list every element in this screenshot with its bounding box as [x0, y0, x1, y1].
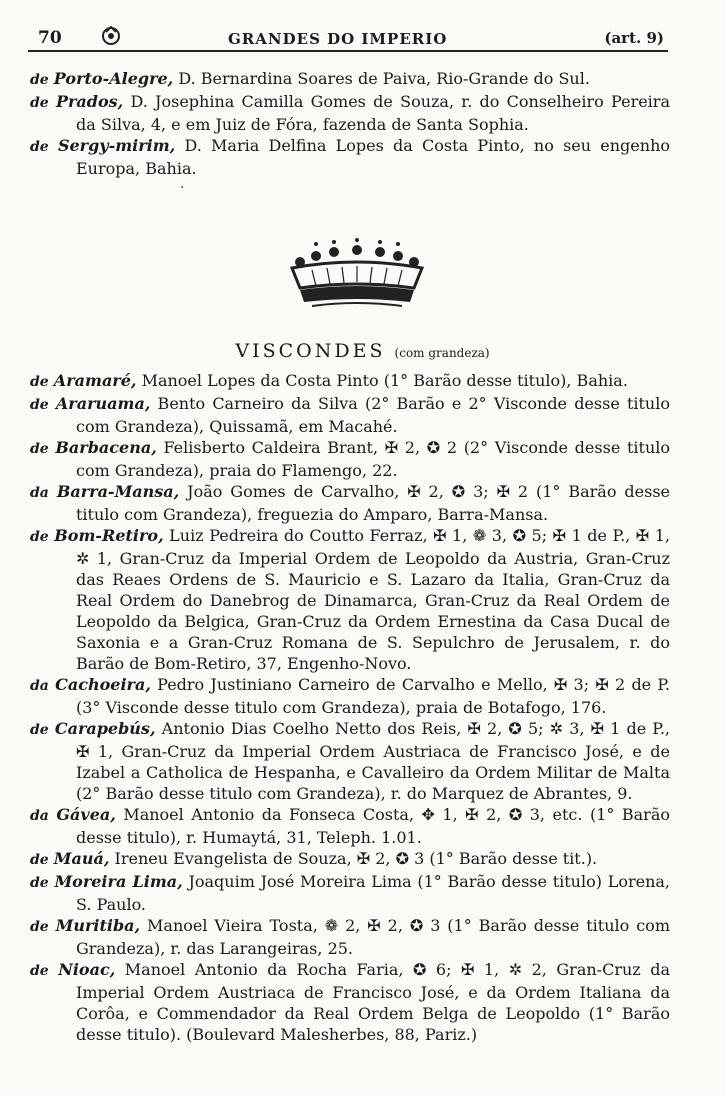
list-item: de Muritiba, Manoel Vieira Tosta, ❁ 2, ✠ 2, ✪ 3 (1° Barão desse titulo com Grandeza), r. das Larangeiras, 25. — [30, 916, 670, 958]
article-reference: (art. 9) — [604, 29, 664, 47]
list-item: de Prados, D. Josephina Camilla Gomes de Souza, r. do Conselheiro Pereira da Silva, 4, e em Juiz de Fóra, fazenda de Santa Sophia. — [30, 92, 670, 134]
top-entries — [30, 68, 670, 179]
list-item: da Gávea, Manoel Antonio da Fonseca Costa, ✥ 1, ✠ 2, ✪ 3, etc. (1° Barão desse titulo), r. Humaytá, 31, Teleph. 1.01. — [30, 805, 670, 847]
section-subtitle: (com grandeza) — [394, 346, 490, 360]
viscondes-list — [30, 370, 670, 1045]
section-heading — [0, 340, 725, 362]
list-item: da Cachoeira, Pedro Justiniano Carneiro de Carvalho e Mello, ✠ 3; ✠ 2 de P. (3° Visconde desse titulo com Grandeza), praia de Botafogo, 176. — [30, 675, 670, 717]
list-item: de Nioac, Manoel Antonio da Rocha Faria, ✪ 6; ✠ 1, ✲ 2, Gran-Cruz da Imperial Ordem Austriaca de Francisco José, e da Ordem Italiana da Corôa, e Commendador da Real Ordem Belga de Leopoldo (1° Barão desse titulo). (Boulevard Malesherbes, 88, Pariz.) — [30, 960, 670, 1044]
crest-icon — [98, 22, 124, 48]
list-item: de Carapebús, Antonio Dias Coelho Netto dos Reis, ✠ 2, ✪ 5; ✲ 3, ✠ 1 de P., ✠ 1, Gran-Cruz da Imperial Ordem Austriaca de Francisco José, e de Izabel a Catholica de Hespanha, e Cavalleiro da Ordem Militar de Malta (2° Barão desse titulo com Grandeza), r. do Marquez de Abrantes, 9. — [30, 719, 670, 803]
list-item: de Mauá, Ireneu Evangelista de Souza, ✠ 2, ✪ 3 (1° Barão desse tit.). — [30, 849, 598, 868]
list-item: de Bom-Retiro, Luiz Pedreira do Coutto Ferraz, ✠ 1, ❁ 3, ✪ 5; ✠ 1 de P., ✠ 1, ✲ 1, Gran-Cruz da Imperial Ordem de Leopoldo da Austria, Gran-Cruz das Reaes Ordens de S. Mauricio e S. Lazaro da Italia, Gran-Cruz da Real Ordem do Danebrog de Dinamarca, Gran-Cruz da Real Ordem de Leopoldo da Belgica, Gran-Cruz da Ordem Ernestina da Casa Ducal de Saxonia e a Gran-Cruz Romana de S. Sepulchro de Jerusalem, r. do Barão de Bom-Retiro, 37, Engenho-Novo. — [30, 526, 670, 673]
list-item: de Sergy-mirim, D. Maria Delfina Lopes da Costa Pinto, no seu engenho Europa, Bahia. — [30, 136, 671, 178]
running-title: GRANDES DO IMPERIO — [228, 30, 448, 48]
list-item: de Barbacena, Felisberto Caldeira Brant, ✠ 2, ✪ 2 (2° Visconde desse titulo com Grandeza), praia do Flamengo, 22. — [30, 438, 670, 480]
list-item: de Moreira Lima, Joaquim José Moreira Lima (1° Barão desse titulo) Lorena, S. Paulo. — [30, 872, 671, 914]
list-item: de Porto-Alegre, D. Bernardina Soares de Paiva, Rio-Grande do Sul. — [30, 69, 590, 88]
list-item: de Aramaré, Manoel Lopes da Costa Pinto (1° Barão desse titulo), Bahia. — [30, 371, 628, 390]
page-header — [28, 26, 668, 52]
list-item: de Araruama, Bento Carneiro da Silva (2° Barão e 2° Visconde desse titulo com Grandeza), Quissamã, em Macahé. — [30, 394, 670, 436]
coronet-icon — [282, 238, 432, 316]
list-item: da Barra-Mansa, João Gomes de Carvalho, ✠ 2, ✪ 3; ✠ 2 (1° Barão desse titulo com Grandeza), freguezia do Amparo, Barra-Mansa. — [30, 482, 670, 524]
stray-mark: · — [180, 180, 185, 196]
section-title: VISCONDES — [235, 340, 386, 362]
page-number: 70 — [38, 28, 62, 48]
